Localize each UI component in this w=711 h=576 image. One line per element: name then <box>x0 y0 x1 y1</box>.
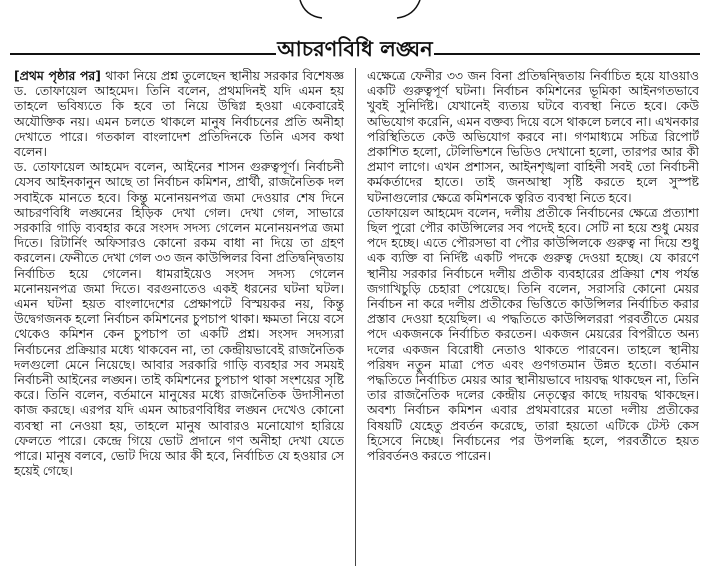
article-paragraph <box>14 68 344 159</box>
headline-bar <box>0 32 711 66</box>
article-column-right <box>367 68 699 568</box>
article-column-left <box>14 68 344 568</box>
continuation-label: [প্রথম পৃষ্ঠার পর] <box>14 68 101 83</box>
headline-rule-left <box>10 53 276 55</box>
headline: আচরণবিধি লঙ্ঘন <box>277 37 433 61</box>
paragraph-text: থাকা নিয়ে প্রশ্ন তুলেছেন স্থানীয় সরকার বিশেষজ্ঞ ড. তোফায়েল আহমেদ। তিনি বলেন, প্রথমদিনই যদি এমন হয় তাহলে ভবিষ্যতে কি হবে তা নিয়ে উদ্বিগ্ন হওয়া একেবারেই অযৌক্তিক নয়। এমন চলতে থাকলে মানুষ নির্বাচনের প্রতি অনীহা দেখাতে পারে। গতকাল বাংলাদেশ প্রতিদিনকে তিনি এসব কথা বলেন। <box>14 68 344 160</box>
article-paragraph: তোফায়েল আহমেদ বলেন, দলীয় প্রতীকে নির্বাচনের ক্ষেত্রে প্রত্যাশা ছিল পুরো পৌর কাউন্সিলের সব পদেই হবে। সেটি না হয়ে শুধু মেয়র পদে হচ্ছে। এতে পৌরসভা বা পৌর কাউন্সিলকে গুরুত্ব না দিয়ে শুধু এক ব্যক্তি বা নির্দিষ্ট একটি পদকে গুরুত্ব দেওয়া হচ্ছে। যে কারণে স্থানীয় সরকার নির্বাচনে দলীয় প্রতীক ব্যবহারের প্রক্রিয়া শেষ পর্যন্ত জগাখিচুড়ি চেহারা পেয়েছে। তিনি বলেন, সরাসরি কোনো মেয়র নির্বাচন না করে দলীয় প্রতীকের ভিত্তিতে কাউন্সিলর নির্বাচিত করার প্রস্তাব দেওয়া হয়েছিল। এ পদ্ধতিতে কাউন্সিলররা পরবর্তীতে মেয়র পদে একজনকে নির্বাচিত করতেন। একজন মেয়রের বিপরীতে অন্য দলের একজন বিরোধী নেতাও থাকতে পারবেন। তাহলে স্থানীয় পরিষদ নতুন মাত্রা পেত এবং গুণগতমান উন্নত হতো। বর্তমান পদ্ধতিতে নির্বাচিত মেয়র আর স্থানীয়ভাবে দায়বদ্ধ থাকছেন না, তিনি তার রাজনৈতিক দলের কেন্দ্রীয় নেতৃত্বের কাছে দায়বদ্ধ থাকছেন। অবশ্য নির্বাচন কমিশন এবার প্রথমবারের মতো দলীয় প্রতীকের বিষয়টি যেহেতু প্রবর্তন করেছে, তারা হয়তো এটিকে টেস্ট কেস হিসেবে নিচ্ছে। নির্বাচনের পর উপলব্ধি হলে, পরবর্তীতে হয়ত পরিবর্তনও করতে পারেন। <box>367 204 699 464</box>
column-divider <box>355 68 356 566</box>
article-paragraph: এক্ষেত্রে ফেনীর ৩৩ জন বিনা প্রতিদ্বন্দ্বিতায় নির্বাচিত হয়ে যাওয়াও একটি গুরুত্বপূর্ণ ঘটনা। নির্বাচন কমিশনের ভূমিকা আইনগতভাবে খুবই সুনির্দিষ্ট। যেখানেই ব্যত্যয় ঘটবে ব্যবস্থা নিতে হবে। কেউ অভিযোগ করেনি, এমন বক্তব্য দিয়ে বসে থাকলে চলবে না। এখনকার পরিস্থিতিতে কেউ অভিযোগ করবে না। গণমাধ্যমে সচিত্র রিপোর্ট প্রকাশিত হলো, টেলিভিশনে ভিডিও দেখানো হলো, তারপর আর কী প্রমাণ লাগে। এখন প্রশাসন, আইনশৃঙ্খলা বাহিনী সবই তো নির্বাচনী কর্মকর্তাদের হাতে। তাই জনআস্থা সৃষ্টি করতে হলে সুস্পষ্ট ঘটনাগুলোর ক্ষেত্রে কমিশনকে ত্বরিত ব্যবস্থা নিতে হবে। <box>367 68 699 205</box>
article-paragraph: ড. তোফায়েল আহমেদ বলেন, আইনের শাসন গুরুত্বপূর্ণ। নির্বাচনী যেসব আইনকানুন আছে তা নির্বাচন কমিশন, প্রার্থী, রাজনৈতিক দল সবাইকে মানতে হবে। কিন্তু মনোনয়নপত্র জমা দেওয়ার শেষ দিনে আচরণবিধি লঙ্ঘনের হিড়িক দেখা গেল। দেখা গেল, সাভারে সরকারি গাড়ি ব্যবহার করে সংসদ সদস্য গেলেন মনোনয়নপত্র জমা দিতে। রিটার্নিং অফিসারও কোনো রকম বাধা না দিয়ে তা গ্রহণ করলেন। ফেনীতে দেখা গেল ৩৩ জন কাউন্সিলর বিনা প্রতিদ্বন্দ্বিতায় নির্বাচিত হয়ে গেলেন। ধামরাইয়েও সংসদ সদস্য গেলেন মনোনয়নপত্র জমা দিতে। বরগুনাতেও একই ধরনের ঘটনা ঘটল। এমন ঘটনা হয়ত বাংলাদেশের প্রেক্ষাপটে বিস্ময়কর নয়, কিন্তু উদ্বেগজনক হলো নির্বাচন কমিশনের চুপচাপ থাকা। ক্ষমতা নিয়ে বসে থেকেও কমিশন কেন চুপচাপ তা একটি প্রশ্ন। সংসদ সদস্যরা নির্বাচনের প্রক্রিয়ার মধ্যে থাকবেন না, তা কেন্দ্রীয়ভাবেই রাজনৈতিক দলগুলো মেনে নিয়েছে। আবার সরকারি গাড়ি ব্যবহার সব সময়ই নির্বাচনী আইনের লঙ্ঘন। তাই কমিশনের চুপচাপ থাকা সংশয়ের সৃষ্টি করে। তিনি বলেন, বর্তমানে মানুষের মধ্যে রাজনৈতিক উদাসীনতা কাজ করছে। এরপর যদি এমন আচরণবিধির লঙ্ঘন দেখেও কোনো ব্যবস্থা না নেওয়া হয়, তাহলে মানুষ আবারও মনোযোগ হারিয়ে ফেলতে পারে। কেন্দ্রে গিয়ে ভোট প্রদানে গণ অনীহা দেখা যেতে পারে। মানুষ বলবে, ভোট দিয়ে আর কী হবে, নির্বাচিত যে হওয়ার সে হয়েই গেছে। <box>14 159 344 479</box>
top-decorative-arcs <box>0 0 711 20</box>
headline-rule-right <box>434 53 700 55</box>
